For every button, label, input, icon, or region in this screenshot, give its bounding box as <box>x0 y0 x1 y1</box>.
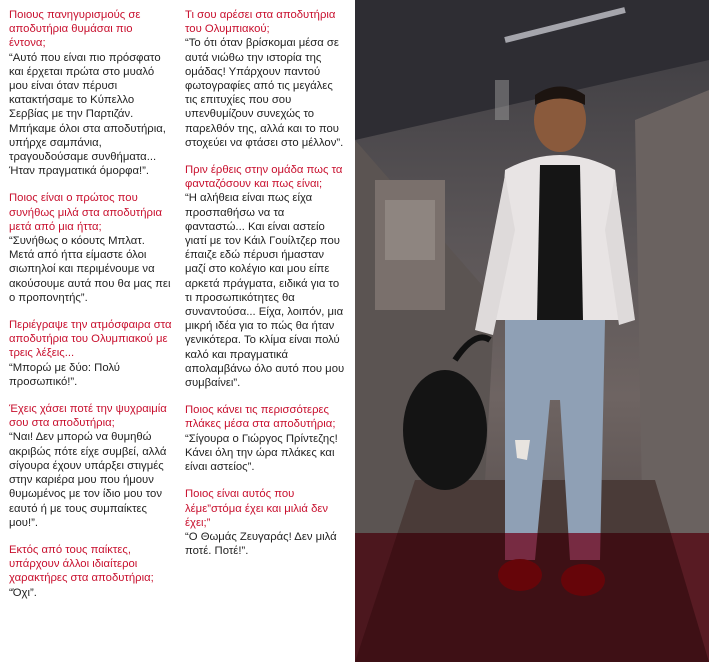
question: Πριν έρθεις στην ομάδα πως τα φανταζόσουν και πως είναι; <box>185 164 343 191</box>
question: Ποιος είναι ο πρώτος που συνήθως μιλά στα αποδυτήρια μετά από μια ήττα; <box>9 192 163 233</box>
question: Ποιος κάνει τις περισσότερες πλάκες μέσα στα αποδυτήρια; <box>185 404 336 431</box>
answer: “Ο Θωμάς Ζευγαράς! Δεν μιλά ποτέ. Ποτέ!”. <box>185 530 337 558</box>
question: Ποιος είναι αυτός που λέμε”στόμα έχει και μιλιά δεν έχει;” <box>185 488 329 529</box>
interview-column-left <box>9 8 172 613</box>
qa-block <box>185 8 345 150</box>
answer: “Η αλήθεια είναι πως είχα προσπαθήσω να τα φανταστώ... Και είναι αστείο γιατί με τον Κάιλ Γουίλτζερ που έπαιζε εδώ πέρυσι ήμασταν μαζί στο κολέγιο και μου είπε αρκετά πράγματα, ειδικά για το τι προσωπικότητες θα συναντούσα... Είχα, λοιπόν, μια μικρή ιδέα για το πώς θα ήταν γενικότερα. Το κλίμα είναι πολύ καλό και πραγματικά απολαμβάνω όλο αυτό που μου συμβαίνει”. <box>185 192 345 390</box>
question: Έχεις χάσει ποτέ την ψυχραιμία σου στα αποδυτήρια; <box>9 403 167 430</box>
qa-block <box>9 8 172 178</box>
qa-block <box>185 163 345 390</box>
answer: “Όχι”. <box>9 586 37 599</box>
qa-block <box>9 402 172 530</box>
question: Ποιους πανηγυρισμούς σε αποδυτήρια θυμάσαι πιο έντονα; <box>9 9 141 50</box>
answer: “Σίγουρα ο Γιώργος Πρίντεζης! Κάνει όλη την ώρα πλάκες και είναι αστείος”. <box>185 432 338 474</box>
qa-block <box>185 487 345 558</box>
interview-column-middle <box>185 8 345 571</box>
question: Τι σου αρέσει στα αποδυτήρια του Ολυμπιακού; <box>185 9 336 36</box>
answer: “Μπορώ με δύο: Πολύ προσωπικό!”. <box>9 361 120 388</box>
red-overlay-band <box>355 533 709 662</box>
qa-block <box>9 191 172 305</box>
answer: “Το ότι όταν βρίσκομαι μέσα σε αυτά νιώθω την ιστορία της ομάδας! Υπάρχουν παντού φωτογραφίες από τις μεγάλες τις επιτυχίες που σου υπενθυμίζουν συνεχώς το παρελθόν της, αλλά και το που στοχεύει να φτάσει στο μέλλον”. <box>185 37 344 149</box>
answer: “Ναι! Δεν μπορώ να θυμηθώ ακριβώς πότε είχε συμβεί, αλλά σίγουρα έχουν υπάρξει στιγμές στην καριέρα μου που ήμουν θυμωμένος με τον ίδιο μου τον εαυτό ή με τους συμπαίκτες μου!”. <box>9 431 167 529</box>
qa-block <box>9 318 172 389</box>
answer: “Συνήθως ο κόουτς Μπλατ. Μετά από ήττα είμαστε όλοι σιωπηλοί και περιμένουμε να ακούσουμε αυτά που θα μας πει ο προπονητής”. <box>9 235 171 304</box>
question: Εκτός από τους παίκτες, υπάρχουν άλλοι ιδιαίτεροι χαρακτήρες στα αποδυτήρια; <box>9 543 154 585</box>
answer: “Αυτό που είναι πιο πρόσφατο και έρχεται πρώτα στο μυαλό μου είναι όταν πέρυσι κατακτήσαμε το Κύπελλο Σερβίας με την Παρτιζάν. Μπήκαμε όλοι στα αποδυτήρια, υπήρχε σαμπάνια, τραγουδούσαμε συνθήματα... Ήταν πραγματικά όμορφα!”. <box>9 51 166 178</box>
qa-block <box>9 543 172 600</box>
qa-block <box>185 403 345 474</box>
question: Περιέγραψε την ατμόσφαιρα στα αποδυτήρια του Ολυμπιακού με τρεις λέξεις... <box>9 319 172 360</box>
